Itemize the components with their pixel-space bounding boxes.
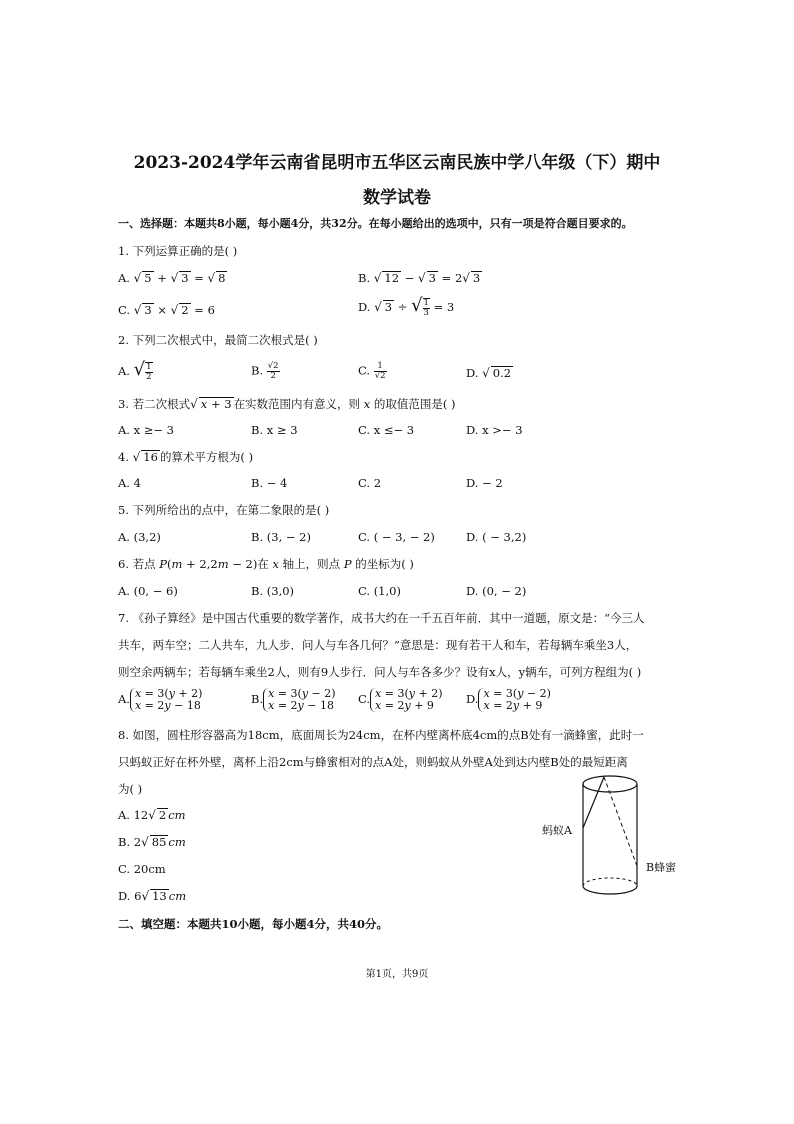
- q2-option-b: B. $\frac{√2}{2}$: [251, 361, 279, 381]
- q6-option-d: D. (0, − 2): [466, 584, 527, 598]
- q6-option-b: B. (3,0): [251, 584, 295, 598]
- q3-option-a: A. x ≥− 3: [118, 423, 175, 437]
- cylinder-bottom-front: [583, 886, 637, 894]
- q8-line2: 只蚂蚁正好在杯外壁，离杯上沿2cm与蜂蜜相对的点A处，则蚂蚁从外壁A处到达内壁B处的最短距离: [118, 755, 628, 769]
- q1-option-d: D. √ 3 ÷ √ $\frac{1}{3}$ = 3: [358, 295, 455, 318]
- q3-stem-end: 的取值范围是( ): [373, 397, 456, 411]
- q6-stem-mid2: 轴上，则点: [282, 557, 341, 571]
- q1-option-c: C. √ 3 × √ 2 = 6: [118, 303, 215, 317]
- q4-option-d: D. − 2: [466, 476, 503, 490]
- q2-option-c: C. $\frac{1}{√2}$: [358, 361, 386, 381]
- q3-stem: 3. 若二次根式√ x + 3 在实数范围内有意义，则 x 的取值范围是( ): [118, 397, 456, 411]
- section2-heading: 二、填空题：本题共10小题，每小题4分，共40分。: [118, 917, 389, 931]
- q7-option-c: C. x = 3(y + 2) x = 2y + 9: [358, 687, 443, 712]
- q8-line3: 为( ): [118, 782, 143, 796]
- q6-stem-mid: 在: [257, 557, 269, 571]
- q8-option-a: A. 12√ 2 cm: [118, 808, 186, 822]
- exam-title-line2: 数学试卷: [363, 188, 431, 208]
- q8-line1: 8. 如图，圆柱形容器高为18cm，底面周长为24cm，在杯内壁离杯底4cm的点B处有一滴蜂蜜，此时一: [118, 728, 644, 742]
- q2-stem: 2. 下列二次根式中，最简二次根式是( ): [118, 333, 318, 347]
- ant-path-outer: [583, 777, 604, 828]
- q6-option-c: C. (1,0): [358, 584, 401, 598]
- q3-stem-pre: 3. 若二次根式: [118, 397, 191, 411]
- q3-option-b: B. x ≥ 3: [251, 423, 298, 437]
- cylinder-top-ellipse: [583, 776, 637, 792]
- honey-label: B蜂蜜: [646, 861, 677, 874]
- q2-option-a: A. √ $\frac{1}{2}$: [118, 359, 152, 382]
- exam-title-line1: 2023-2024学年云南省昆明市五华区云南民族中学八年级（下）期中: [133, 153, 661, 173]
- q4-option-c: C. 2: [358, 476, 382, 490]
- q7-option-b: B. x = 3(y − 2) x = 2y − 18: [251, 687, 336, 712]
- ant-path-inner: [604, 777, 637, 866]
- q7-line3: 则空余两辆车；若每辆车乘坐2人，则有9人步行．问人与车各多少？设有x人，y辆车，可列方程组为( ): [118, 665, 642, 679]
- q5-stem: 5. 下列所给出的点中，在第二象限的是( ): [118, 503, 330, 517]
- q7-option-a: A. x = 3(y + 2) x = 2y − 18: [118, 687, 203, 712]
- q6-stem-end: 的坐标为( ): [355, 557, 414, 571]
- q5-option-d: D. ( − 3,2): [466, 530, 527, 544]
- q7-line1: 7. 《孙子算经》是中国古代重要的数学著作，成书大约在一千五百年前．其中一道题，原文是：“今三人: [118, 611, 645, 625]
- page-footer: 第1页，共9页: [365, 969, 429, 980]
- q1-option-a: A. √ 5 + √ 3 = √ 8: [118, 271, 226, 285]
- q4-stem-post: 的算术平方根为( ): [159, 450, 254, 464]
- q6-stem: 6. 若点 P(m + 2,2m − 2)在 x 轴上，则点 P 的坐标为( ): [118, 557, 414, 571]
- q1-option-b: B. √ 12 − √ 3 = 2√ 3: [358, 271, 481, 285]
- q4-stem: 4. √ 16 的算术平方根为( ): [118, 450, 254, 464]
- q7-option-d: D. x = 3(y − 2) x = 2y + 9: [466, 687, 551, 712]
- q8-option-d: D. 6√ 13 cm: [118, 889, 187, 903]
- cylinder-figure: [538, 770, 688, 904]
- q5-option-b: B. (3, − 2): [251, 530, 311, 544]
- q7-line2: 共车，两车空；二人共车，九人步．问人与车各几何？”意思是：现有若干人和车，若每辆车乘坐3人，: [118, 638, 638, 652]
- q8-option-b: B. 2√ 85 cm: [118, 835, 186, 849]
- q6-stem-pre: 6. 若点: [118, 557, 160, 571]
- q4-option-b: B. − 4: [251, 476, 288, 490]
- q6-option-a: A. (0, − 6): [118, 584, 178, 598]
- q1-stem: 1. 下列运算正确的是( ): [118, 244, 238, 258]
- section1-heading: 一、选择题：本题共8小题，每小题4分，共32分。在每小题给出的选项中，只有一项是符合题目要求的。: [118, 217, 633, 230]
- q3-stem-post: 在实数范围内有意义，则: [233, 397, 361, 411]
- q3-option-c: C. x ≤− 3: [358, 423, 415, 437]
- q8-option-c: C. 20cm: [118, 862, 166, 876]
- ant-label: 蚂蚁A: [542, 824, 572, 837]
- q5-option-c: C. ( − 3, − 2): [358, 530, 435, 544]
- q5-option-a: A. (3,2): [118, 530, 161, 544]
- q4-option-a: A. 4: [118, 476, 141, 490]
- q3-option-d: D. x >− 3: [466, 423, 523, 437]
- q2-option-d: D. √ 0.2: [466, 366, 512, 380]
- cylinder-bottom-back: [583, 878, 637, 886]
